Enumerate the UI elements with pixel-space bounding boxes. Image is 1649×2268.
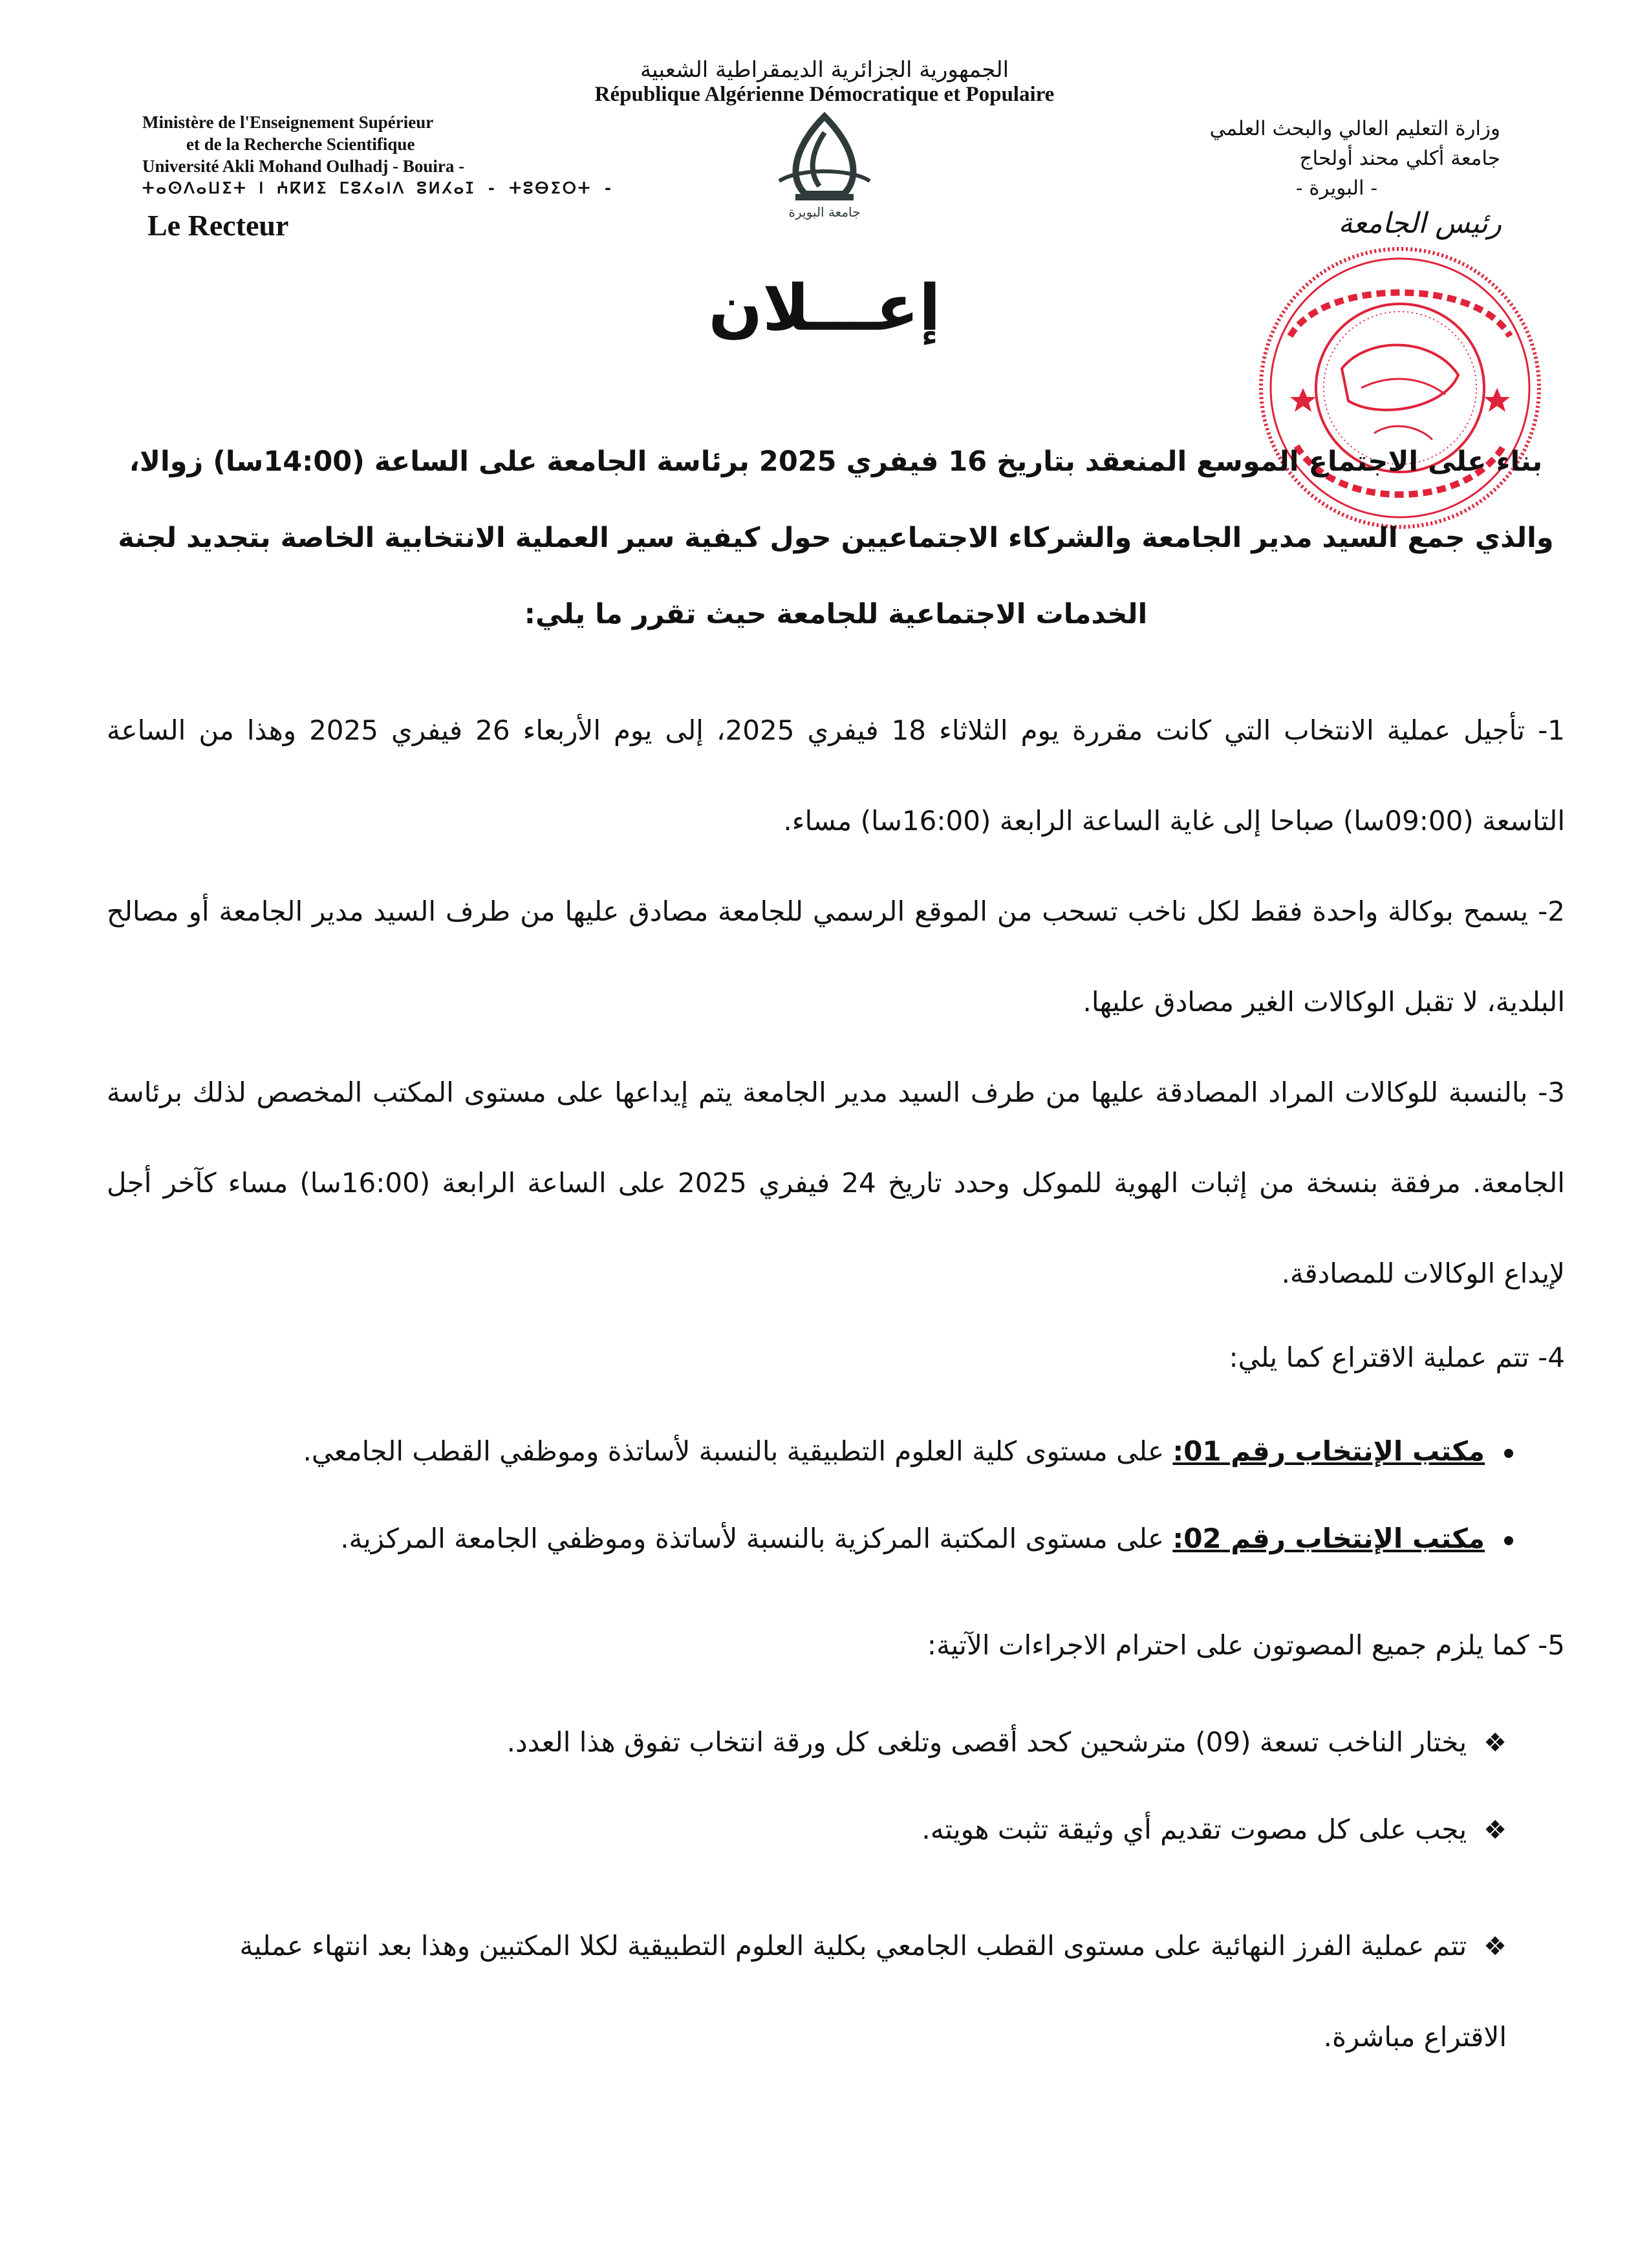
french-ministry-line1: Ministère de l'Enseignement Supérieur [142, 112, 434, 132]
recteur-label: Le Recteur [147, 209, 289, 242]
procedure-2-text: يجب على كل مصوت تقديم أي وثيقة تثبت هويته. [921, 1813, 1467, 1845]
intro-paragraph [107, 423, 1565, 652]
announcement-body [107, 0, 1565, 2268]
polling-station-1-label: مكتب الإنتخاب رقم 01: [1172, 1435, 1485, 1467]
arabic-ministry: وزارة التعليم العالي والبحث العلمي [1209, 117, 1500, 140]
procedure-1-text: يختار الناخب تسعة (09) مترشحين كحد أقصى وتلغى كل ورقة انتخاب تفوق هذا العدد. [506, 1726, 1467, 1758]
announcement-title: إعـــلان [708, 272, 941, 345]
procedure-2 [107, 1810, 1565, 1850]
item-1-postponement: 1- تأجيل عملية الانتخاب التي كانت مقررة يوم الثلاثاء 18 فيفري 2025، إلى يوم الأربعاء 26 فيفري 2025 وهذا من الساعة التاسعة (09:00سا) صباحا إلى غاية الساعة الرابعة (16:00سا) مساء. [107, 714, 1566, 837]
item-2-proxy: 2- يسمح بوكالة واحدة فقط لكل ناخب تسحب من الموقع الرسمي للجامعة مصادق عليها من طرف السيد مدير الجامعة أو مصالح البلدية، لا تقبل الوكالات الغير مصادق عليها. [107, 895, 1565, 1018]
arabic-president-label: رئيس الجامعة [1338, 207, 1502, 240]
bullet-icon [1504, 1536, 1513, 1545]
french-republic-heading: République Algérienne Démocratique et Populaire [594, 83, 1055, 106]
diamond-bullet-icon: ❖ [1483, 1728, 1507, 1758]
diamond-bullet-icon: ❖ [1483, 1815, 1507, 1845]
arabic-republic-heading: الجمهورية الجزائرية الديمقراطية الشعبية [640, 57, 1009, 83]
tifinagh-university: ⵜⴰⵙⴷⴰⵡⵉⵜ ⵏ ⵄⴽⵍⵉ ⵎⵓⵃⴰⵏⴷ ⵓⵍⵃⴰⵊ - ⵜⵓⴱⵉⵔⵜ - [142, 179, 615, 197]
arabic-city: - البويرة - [1295, 177, 1377, 200]
polling-station-1-text: على مستوى كلية العلوم التطبيقية بالنسبة لأساتذة وموظفي القطب الجامعي. [303, 1435, 1173, 1467]
intro-line-3: الخدمات الاجتماعية للجامعة حيث تقرر ما يلي: [524, 598, 1148, 630]
diamond-bullet-icon: ❖ [1483, 1932, 1507, 1962]
item-3-proxy-certification: 3- بالنسبة للوكالات المراد المصادقة عليها من طرف السيد مدير الجامعة يتم إيداعها على مستوى المكتب المخصص لذلك برئاسة الجامعة. مرفقة بنسخة من إثبات الهوية للموكل وحدد تاريخ 24 فيفري 2025 على الساعة الرابعة (16:00سا) مساء كآخر أجل لإيداع الوكالات للمصادقة. [107, 1076, 1565, 1289]
procedure-3-text: تتم عملية الفرز النهائية على مستوى القطب الجامعي بكلية العلوم التطبيقية لكلا المكتبين وهذا بعد انتهاء عملية الاقتراع مباشرة. [239, 1930, 1507, 2053]
intro-line-2: والذي جمع السيد مدير الجامعة والشركاء الاجتماعيين حول كيفية سير العملية الانتخابية الخاصة بتجديد لجنة [118, 522, 1554, 554]
intro-line-1: بناء على الاجتماع الموسع المنعقد بتاريخ 16 فيفري 2025 برئاسة الجامعة على الساعة (14:00سا) زوالا، [129, 445, 1543, 478]
polling-station-2 [107, 1519, 1565, 1558]
procedure-3 [188, 1901, 1565, 2082]
bullet-icon [1504, 1449, 1513, 1458]
item-4-voting: 4- تتم عملية الاقتراع كما يلي: [1229, 1342, 1565, 1373]
item-5-procedures: 5- كما يلزم جميع المصوتون على احترام الاجراءات الآتية: [927, 1629, 1565, 1661]
polling-station-1 [107, 1432, 1565, 1471]
polling-station-2-text: على مستوى المكتبة المركزية بالنسبة لأساتذة وموظفي الجامعة المركزية. [340, 1523, 1173, 1554]
polling-station-2-label: مكتب الإنتخاب رقم 02: [1172, 1523, 1485, 1554]
french-ministry-line2: et de la Recherche Scientifique [186, 134, 415, 154]
arabic-university: جامعة أكلي محند أولحاج [1299, 147, 1500, 170]
french-university: Université Akli Mohand Oulhadj - Bouira - [142, 156, 465, 176]
logo-caption: جامعة البويرة [788, 204, 861, 220]
procedure-1 [107, 1723, 1565, 1762]
